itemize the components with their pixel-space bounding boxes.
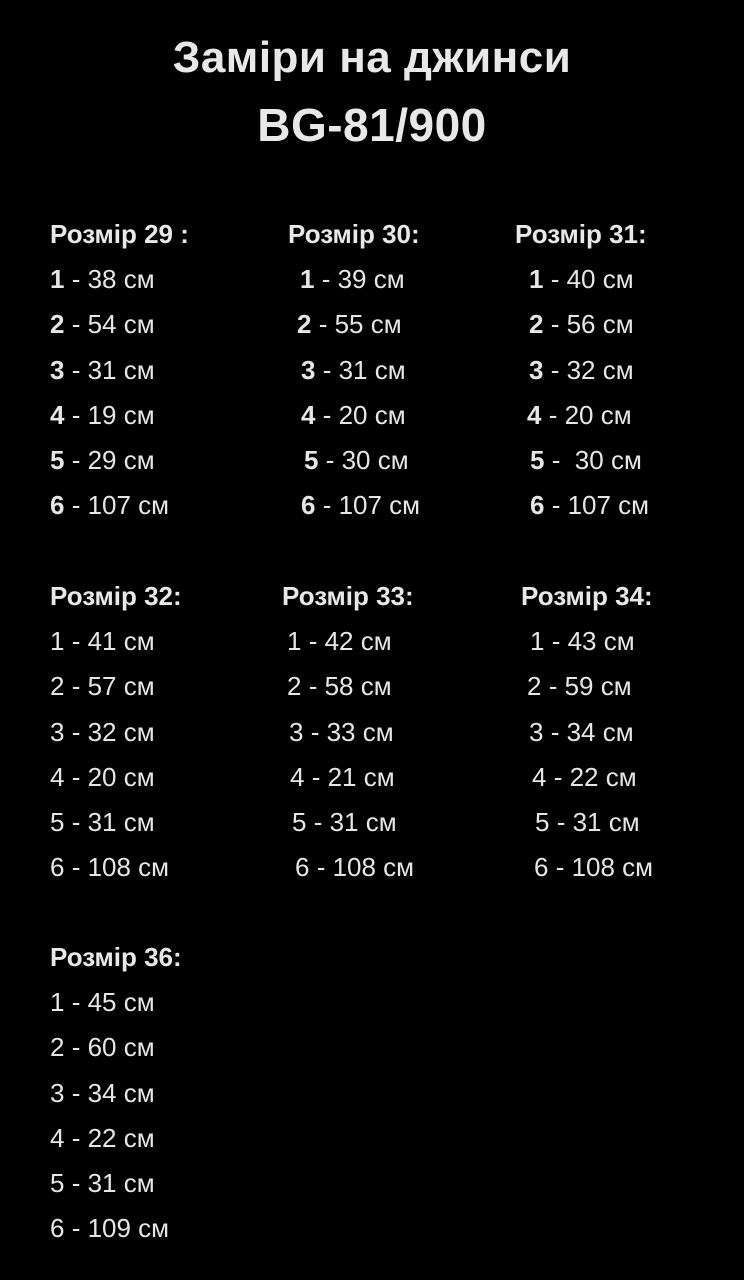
measurement-row: 4 - 22 см: [532, 761, 637, 792]
measurement-row: 3 - 32 см: [50, 716, 155, 747]
measurement-row: 3 - 34 см: [529, 716, 634, 747]
measurement-row: 3 - 34 см: [50, 1077, 155, 1108]
size-heading: Розмір 32:: [50, 581, 182, 611]
size-heading: Розмір 34:: [521, 581, 653, 611]
size-heading: Розмір 31:: [515, 219, 647, 249]
measurement-row: 3 - 31 см: [50, 354, 155, 385]
measurement-row: 1 - 41 см: [50, 626, 155, 656]
measurement-row: 1 - 45 см: [50, 987, 155, 1017]
size-heading: Розмір 33:: [282, 581, 414, 611]
measurement-row: 3 - 32 см: [529, 354, 634, 385]
measurement-row: 2 - 54 см: [50, 309, 155, 340]
size-heading: Розмір 29 :: [50, 219, 189, 249]
measurement-row: 2 - 55 см: [297, 309, 402, 340]
measurement-row: 5 - 31 см: [50, 1168, 155, 1199]
measurement-row: 1 - 43 см: [530, 626, 635, 656]
measurement-row: 5 - 29 см: [50, 445, 155, 476]
measurement-row: 5 - 30 см: [530, 445, 642, 476]
measurement-row: 4 - 20 см: [527, 399, 632, 430]
size-block-32: [50, 583, 270, 900]
size-block-34: [521, 583, 741, 900]
size-block-36: [50, 944, 270, 1261]
measurement-row: 2 - 58 см: [287, 671, 392, 702]
size-heading: Розмір 30:: [288, 219, 420, 249]
measurement-row: 2 - 57 см: [50, 671, 155, 702]
measurement-row: 2 - 59 см: [527, 671, 632, 702]
measurement-row: 4 - 20 см: [50, 761, 155, 792]
measurement-row: 2 - 60 см: [50, 1032, 155, 1063]
page-title: Заміри на джинси: [172, 33, 572, 82]
measurement-row: 6 - 108 см: [295, 852, 415, 883]
measurement-row: 6 - 108 см: [50, 852, 170, 883]
measurement-row: 1 - 42 см: [287, 626, 392, 656]
measurement-row: 6 - 107 см: [530, 490, 650, 521]
measurement-row: 5 - 31 см: [292, 807, 397, 838]
measurement-row: 4 - 22 см: [50, 1122, 155, 1153]
measurement-row: 3 - 33 см: [289, 716, 394, 747]
measurement-row: 4 - 20 см: [301, 399, 406, 430]
size-block-33: [282, 583, 502, 900]
measurement-row: 2 - 56 см: [529, 309, 634, 340]
measurement-row: 1 - 40 см: [529, 264, 634, 294]
measurement-row: 1 - 39 см: [300, 264, 405, 294]
measurement-row: 6 - 108 см: [534, 852, 654, 883]
size-heading: Розмір 36:: [50, 942, 182, 972]
measurement-row: 4 - 19 см: [50, 399, 155, 430]
measurement-row: 5 - 31 см: [50, 807, 155, 838]
measurement-row: 4 - 21 см: [290, 761, 395, 792]
measurement-row: 6 - 109 см: [50, 1213, 170, 1244]
measurement-row: 5 - 30 см: [304, 445, 409, 476]
measurement-row: 6 - 107 см: [50, 490, 170, 521]
measurement-row: 3 - 31 см: [301, 354, 406, 385]
measurement-row: 6 - 107 см: [301, 490, 421, 521]
size-block-29: [50, 221, 270, 538]
measurement-row: 5 - 31 см: [535, 807, 640, 838]
size-block-31: [515, 221, 735, 538]
size-block-30: [288, 221, 508, 538]
product-code: BG-81/900: [257, 99, 487, 151]
measurement-row: 1 - 38 см: [50, 264, 155, 294]
